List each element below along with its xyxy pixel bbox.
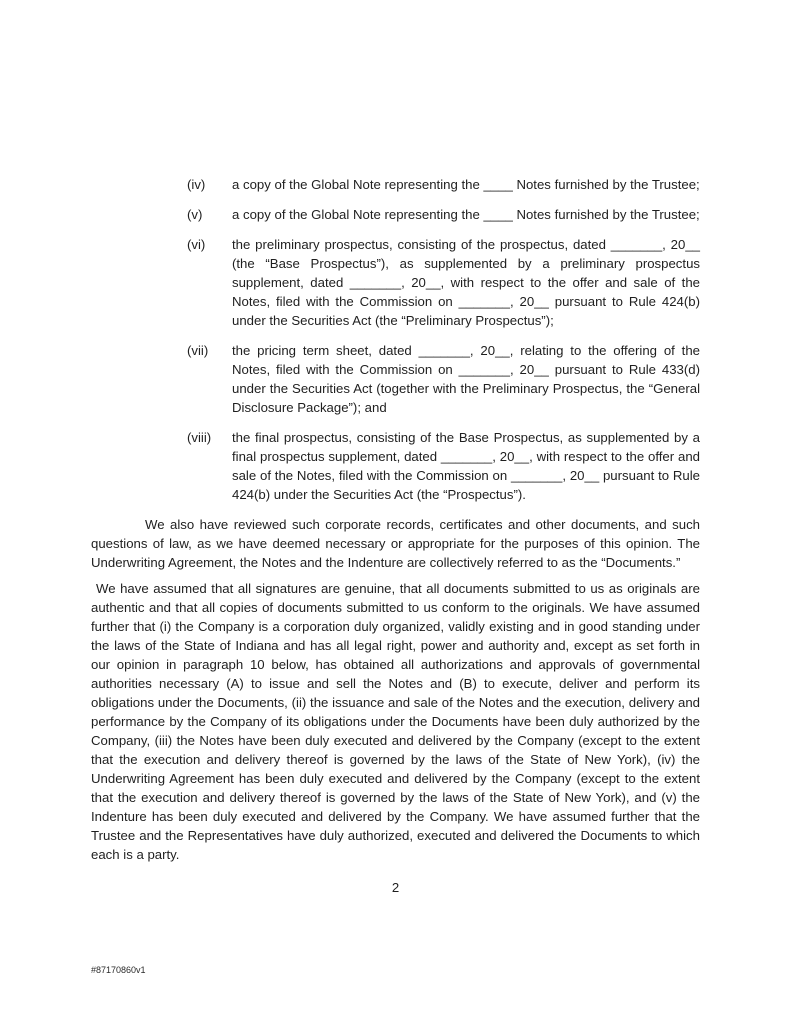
document-id-footer: #87170860v1	[91, 965, 146, 975]
list-item-label: (iv)	[187, 177, 206, 192]
list-item	[187, 175, 700, 194]
list-item-text: the preliminary prospectus, consisting of the prospectus, dated _______, 20__ (the “Base Prospectus”), as supplemented by a preliminary prospectus supplement, dated _______, 20__, with respect to the offer and sale of the Notes, filed with the Commission on _______, 20__ pursuant to Rule 424(b) under the Securities Act (the “Preliminary Prospectus”);	[232, 237, 700, 328]
list-item-text: a copy of the Global Note representing the ____ Notes furnished by the Trustee;	[232, 207, 700, 222]
paragraph-assumptions: We have assumed that all signatures are genuine, that all documents submitted to us as originals are authentic and that all copies of documents submitted to us conform to the originals. We have assumed further that (i) the Company is a corporation duly organized, validly existing and in good standing under the laws of the State of Indiana and has all legal right, power and authority and, except as set forth in our opinion in paragraph 10 below, has obtained all authorizations and approvals of governmental authorities necessary (A) to issue and sell the Notes and (B) to execute, deliver and perform its obligations under the Documents, (ii) the issuance and sale of the Notes and the execution, delivery and performance by the Company of its obligations under the Documents have been duly authorized by the Company, (iii) the Notes have been duly executed and delivered by the Company (except to the extent that the execution and delivery thereof is governed by the laws of the State of New York), (iv) the Underwriting Agreement has been duly executed and delivered by the Company (except to the extent that the execution and delivery thereof is governed by the laws of the State of New York), and (v) the Indenture has been duly executed and delivered by the Company. We have assumed further that the Trustee and the Representatives have duly authorized, executed and delivered the Documents to which each is a party.	[91, 581, 700, 862]
list-item-text: the final prospectus, consisting of the Base Prospectus, as supplemented by a final prospectus supplement, dated _______, 20__, with respect to the offer and sale of the Notes, filed with the Commission on _______, 20__ pursuant to Rule 424(b) under the Securities Act (the “Prospectus”).	[232, 430, 700, 502]
list-item	[187, 341, 700, 417]
list-item-label: (vi)	[187, 237, 206, 252]
list-item-text: the pricing term sheet, dated _______, 20__, relating to the offering of the Notes, filed with the Commission on _______, 20__ pursuant to Rule 433(d) under the Securities Act (together with the Preliminary Prospectus, the “General Disclosure Package”); and	[232, 343, 700, 415]
list-item-label: (v)	[187, 207, 203, 222]
list-item	[187, 205, 700, 224]
list-item	[187, 235, 700, 330]
list-item-label: (viii)	[187, 430, 212, 445]
list-item-text: a copy of the Global Note representing the ____ Notes furnished by the Trustee;	[232, 177, 700, 192]
page-number: 2	[391, 880, 400, 895]
paragraph-review: We also have reviewed such corporate records, certificates and other documents, and such questions of law, as we have deemed necessary or appropriate for the purposes of this opinion. The Underwriting Agreement, the Notes and the Indenture are collectively referred to as the “Documents.”	[91, 517, 700, 570]
list-item	[187, 428, 700, 504]
list-item-label: (vii)	[187, 343, 209, 358]
